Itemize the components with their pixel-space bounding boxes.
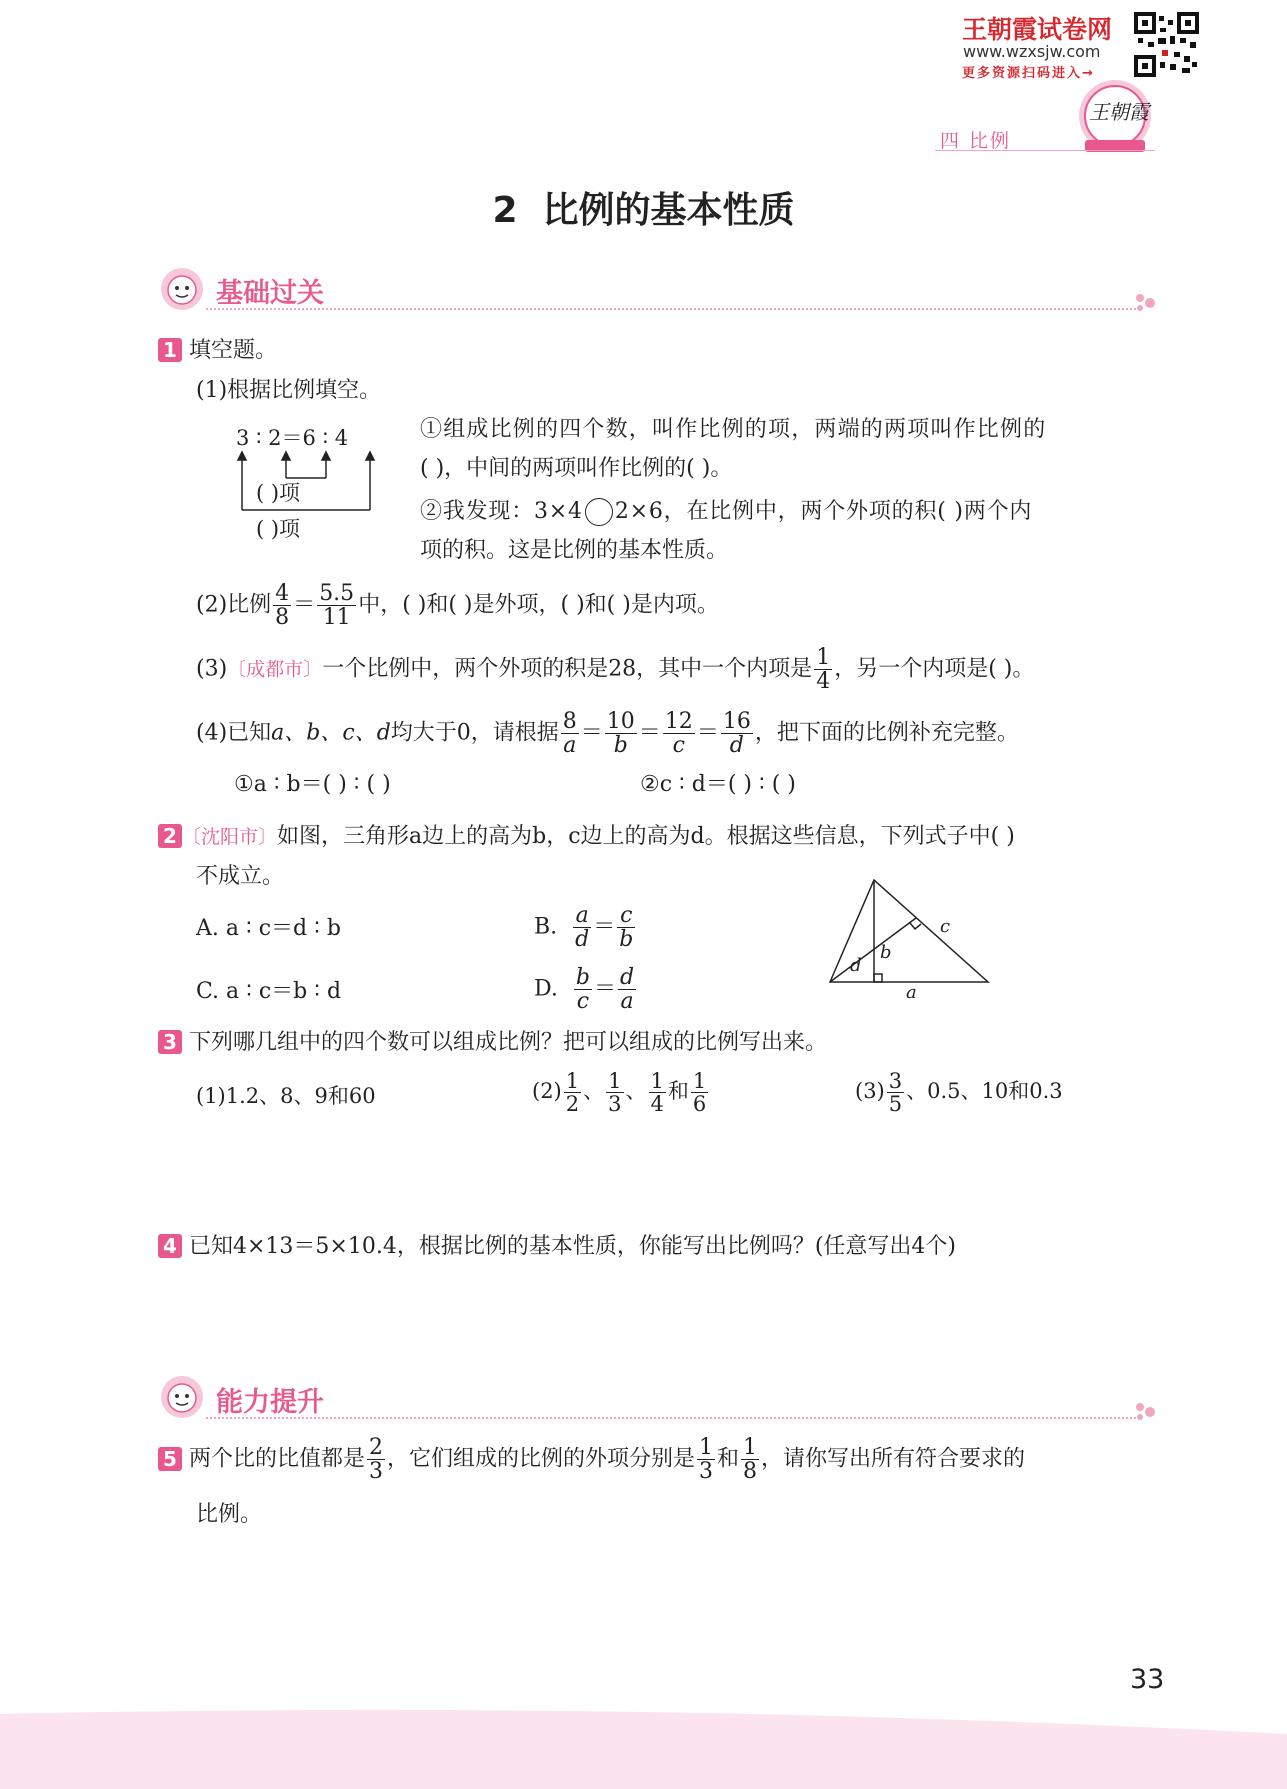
diagram-inner-blank[interactable]: ( )项	[256, 481, 301, 505]
fraction-8-a: $\frac{8}{a}$	[562, 709, 577, 759]
q2-number: 2	[158, 824, 182, 848]
q1-part3[interactable]	[196, 646, 1034, 693]
section-divider-basic	[206, 308, 1136, 310]
section-title-basic: 基础过关	[216, 278, 324, 309]
site-url[interactable]: www.wzxsjw.com	[963, 42, 1101, 61]
ratio-diagram-text: 3 ∶ 2＝6 ∶ 4	[236, 426, 349, 450]
q2-option-a[interactable]: A. a ∶ c＝d ∶ b	[196, 916, 341, 941]
fraction-5.5-11: $\frac{5.5}{11}$	[319, 581, 355, 631]
cartoon-avatar-icon	[158, 266, 206, 312]
source-tag-shenyang: 〔沈阳市〕	[182, 826, 278, 848]
divider-dots-icon	[1134, 292, 1162, 314]
q5-number: 5	[158, 1447, 182, 1471]
q1-part2[interactable]	[196, 582, 719, 629]
q3-group2: (2) $\frac{1}{2}$ 、 $\frac{1}{3}$ 、 $\frac{1}{4}$ 和 $\frac{1}{6}$	[532, 1069, 707, 1117]
ratio-diagram-arrows	[230, 450, 380, 514]
q2-option-d[interactable]: D. $\frac{b}{c}$ ＝ $\frac{d}{a}$	[534, 965, 635, 1015]
scan-hint: 更多资源扫码进入→	[962, 66, 1095, 81]
q1-p4-option1[interactable]: ①a ∶ b＝( ) ∶ ( )	[234, 772, 391, 797]
cartoon-avatar-icon-2	[158, 1374, 206, 1420]
fraction-1-4: $\frac{1}{4}$	[816, 645, 831, 695]
fraction-12-c: $\frac{12}{c}$	[664, 709, 693, 759]
q1-p1-line3	[420, 498, 1032, 526]
source-tag-chengdu: 〔成都市〕	[227, 658, 323, 681]
footer-band	[0, 1700, 1287, 1789]
q1-p3-label: (3)	[196, 656, 228, 682]
q3-number: 3	[158, 1030, 182, 1054]
q1-p1-line3-start: ②我发现：3×4	[420, 499, 583, 524]
diagram-outer-blank[interactable]: ( )项	[256, 517, 301, 541]
q1-p4-end: ，把下面的比例补充完整。	[754, 720, 1019, 746]
q2-line1	[158, 824, 1015, 850]
q2-text1[interactable]: 如图，三角形a边上的高为b，c边上的高为d。根据这些信息，下列式子中( )	[277, 824, 1015, 849]
q1-p4-option2[interactable]: ②c ∶ d＝( ) ∶ ( )	[640, 772, 796, 797]
q1-p4-label: (4)已知	[196, 720, 272, 746]
fraction-10-b: $\frac{10}{b}$	[606, 709, 635, 759]
qr-code-icon[interactable]	[1134, 12, 1199, 77]
fig-label-c: c	[940, 916, 951, 937]
q1-p4-vars: a、b、c、d	[271, 720, 391, 746]
page-number: 33	[1130, 1664, 1165, 1695]
q5-line2: 比例。	[196, 1502, 263, 1527]
q2-option-b[interactable]: B. $\frac{a}{d}$ ＝ $\frac{c}{b}$	[534, 903, 634, 953]
q4-number: 4	[158, 1234, 182, 1258]
q3-text: 下列哪几组中的四个数可以组成比例？把可以组成的比例写出来。	[189, 1030, 828, 1055]
equals-sign: ＝	[293, 592, 316, 618]
q5-line1: 5 两个比的比值都是 $\frac{2}{3}$ ，它们组成的比例的外项分别是 $\frac{1}{3}$ 和 $\frac{1}{8}$ ，请你写出所有符合要求的	[158, 1436, 1025, 1483]
q1-p1-line4: 项的积。这是比例的基本性质。	[420, 538, 729, 563]
q4-text: 已知4×13＝5×10.4，根据比例的基本性质，你能写出比例吗？(任意写出4个)	[189, 1234, 957, 1259]
q1-p1-line2[interactable]: ( )，中间的两项叫作比例的( )。	[420, 456, 733, 481]
q1-part4: (4)已知a、b、c、d均大于0，请根据 $\frac{8}{a}$ ＝ $\frac{10}{b}$ ＝ $\frac{12}{c}$ ＝ $\frac{16}{d}$ ，把下面的比例补充完整。	[196, 709, 1019, 759]
seal-text: 王朝霞	[1089, 100, 1149, 124]
q1-number: 1	[158, 338, 182, 362]
q1-p1-line1: ①组成比例的四个数，叫作比例的项，两端的两项叫作比例的	[420, 417, 1047, 442]
fraction-4-8: $\frac{4}{8}$	[275, 581, 290, 631]
q2-option-c[interactable]: C. a ∶ c＝b ∶ d	[196, 979, 342, 1004]
q3-group3: (3) $\frac{3}{5}$ 、0.5、10和0.3	[855, 1069, 1063, 1117]
section-title-advanced: 能力提升	[216, 1387, 324, 1418]
brand-logo: 王朝霞试卷网	[962, 15, 1113, 44]
q3-group1: (1)1.2、8、9和60	[196, 1084, 376, 1108]
fraction-16-d: $\frac{16}{d}$	[722, 709, 751, 759]
fig-label-d: d	[850, 955, 862, 976]
q3-line	[158, 1030, 827, 1056]
chapter-underline	[935, 150, 1155, 151]
q1-part1-label: (1)根据比例填空。	[196, 378, 382, 403]
q1-p2-label: (2)比例	[196, 592, 272, 618]
q1-p3-text: 一个比例中，两个外项的积是28，其中一个内项是	[322, 656, 813, 682]
section-divider-advanced	[206, 1417, 1136, 1419]
compare-circle-blank[interactable]	[585, 498, 613, 526]
q2-line2: 不成立。	[196, 864, 285, 889]
q4-line	[158, 1234, 956, 1260]
q1-p1-line3-end[interactable]: 2×6，在比例中，两个外项的积( )两个内	[614, 499, 1033, 524]
fig-label-a: a	[906, 982, 917, 1003]
q1-title: 填空题。	[189, 338, 278, 363]
q1-header	[158, 338, 277, 364]
q1-p4-text: 均大于0，请根据	[390, 720, 559, 746]
q1-p2-text[interactable]: 中，( )和( )是外项，( )和( )是内项。	[358, 592, 719, 618]
chapter-label: 四 比例	[940, 130, 1012, 152]
divider-dots-icon-2	[1134, 1401, 1162, 1423]
page-title: 2 比例的基本性质	[492, 190, 795, 231]
q1-p3-end[interactable]: ，另一个内项是( )。	[834, 656, 1035, 682]
fig-label-b: b	[880, 942, 892, 963]
